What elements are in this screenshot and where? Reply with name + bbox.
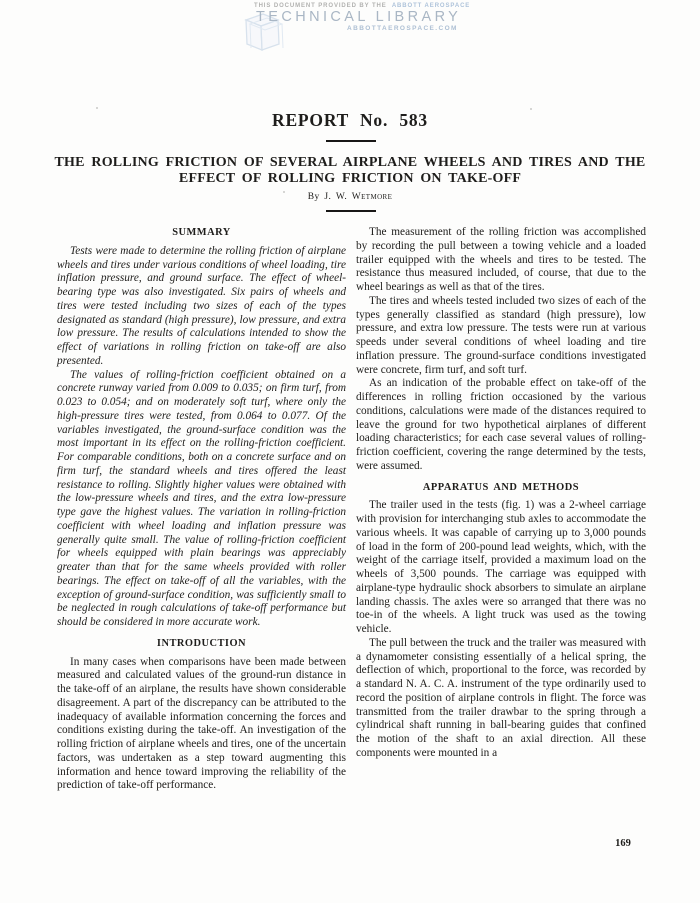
- report-number: REPORT No. 583: [272, 110, 428, 130]
- author-name: J. W. Wetmore: [324, 192, 393, 202]
- page-title-line2: EFFECT OF ROLLING FRICTION ON TAKE-OFF: [178, 170, 522, 186]
- byline: [0, 192, 700, 202]
- body-paragraph: The measurement of the rolling friction was accomplished by recording the pull between a towing vehicle and a loaded trailer equipped with the wheels and tires to be tested. The resistance thus measured included, of course, that due to the wheel bearings as well as that of the tires.: [356, 226, 646, 293]
- right-column: [356, 224, 646, 761]
- body-paragraph: As an indication of the probable effect on take-off of the differences in rolling friction occasioned by the various conditions, calculations were made of the distances required to leave the ground for two hypothetical airplanes of different loading characteristics; for each case several values of rolling-friction coefficient, covering the range determined by the tests, were assumed.: [356, 377, 646, 472]
- page-title: [40, 155, 660, 186]
- watermark-provided-brand: ABBOTT AEROSPACE: [391, 3, 471, 9]
- divider-rule-top: [326, 140, 376, 142]
- introduction-heading: INTRODUCTION: [156, 637, 247, 649]
- summary-heading: SUMMARY: [172, 227, 231, 238]
- apparatus-heading: APPARATUS AND METHODS: [422, 481, 580, 493]
- summary-paragraph: Tests were made to determine the rolling friction of airplane wheels and tires under various conditions of wheel loading, tire inflation pressure, and ground surface. The effect of wheel-bearing type was also investigated. Six pairs of wheels and tires were tested including two sizes of each of the types designated as standard (high pressure), low pressure, and extra low pressure. The results of calculations intended to show the effect of variations in rolling friction on take-off are also presented.: [57, 244, 346, 367]
- body-paragraph: The trailer used in the tests (fig. 1) was a 2-wheel carriage with provision for interchanging stub axles to accommodate the various wheels. It was capable of carrying up to 3,000 pounds of load in the form of 200-pound lead weights, which, with the weight of the carriage itself, provided a maximum load on the wheels of 3,500 pounds. The carriage was equipped with airplane-type hydraulic shock absorbers to simulate an airplane landing chassis. The axles were so arranged that there was no toe-in of the wheels. A light truck was used as the towing vehicle.: [356, 499, 646, 635]
- watermark-url: ABBOTTAEROSPACE.COM: [347, 25, 458, 32]
- page-number: 169: [615, 838, 631, 849]
- page-title-line1: THE ROLLING FRICTION OF SEVERAL AIRPLANE WHEELS AND TIRES AND THE: [54, 155, 646, 170]
- byline-prefix: By: [307, 192, 320, 202]
- scan-artifact-dot: [96, 107, 98, 109]
- body-paragraph: The pull between the truck and the trailer was measured with a dynamometer consisting essentially of a helical spring, the deflection of which, proportional to the force, was recorded by a standard N. A. C. A. instrument of the type ordinarily used to record the position of airplane controls in flight. The force was transmitted from the trailer drawbar to the spring through a cylindrical shaft running in ball-bearing guides that confined the motion of the shaft to an axial direction. All these components were mounted in a: [356, 636, 646, 759]
- divider-rule-bottom: [326, 210, 376, 212]
- watermark-provided-prefix: THIS DOCUMENT PROVIDED BY THE: [254, 3, 387, 9]
- left-column: [57, 224, 346, 793]
- summary-paragraph: The values of rolling-friction coefficient obtained on a concrete runway varied from 0.009 to 0.035; on firm turf, from 0.023 to 0.054; and on moderately soft turf, where only the high-pressure tires were tested, from 0.064 to 0.077. Of the variables investigated, the ground-surface condition was the most important in its effect on the rolling-friction coefficient. For comparable conditions, both on a concrete surface and on firm turf, the standard wheels and tires offered the least resistance to rolling. Slightly higher values were obtained with the low-pressure wheels and tires, and the extra low-pressure type gave the highest values. The variation in rolling-friction coefficient with wheel loading and inflation pressure was generally quite small. The value of rolling-friction coefficient for wheels equipped with plain bearings was appreciably greater than that for the same wheels provided with roller bearings. The effect on take-off of all the variables, with the exception of ground-surface condition, was sufficiently small to be neglected in rough calculations of take-off performance but should be considered in more accurate work.: [57, 368, 346, 628]
- watermark-title: TECHNICAL LIBRARY: [256, 9, 462, 25]
- body-paragraph: The tires and wheels tested included two sizes of each of the types generally classified as standard (high pressure), low pressure, and extra low pressure. The tests were run at various speeds under several conditions of wheel loading and tire inflation pressure. The ground-surface conditions investigated were concrete, firm turf, and soft turf.: [356, 294, 646, 376]
- introduction-paragraph: In many cases when comparisons have been made between measured and calculated values of the ground-run distance in the take-off of an airplane, the results have shown considerable disagreement. A part of the discrepancy can be attributed to the inadequacy of available information concerning the forces and conditions existing during the take-off. An investigation of the rolling friction of airplane wheels and tires, one of the uncertain factors, was undertaken as a step toward augmenting this information and hence toward improving the reliability of the prediction of take-off performance.: [57, 655, 346, 792]
